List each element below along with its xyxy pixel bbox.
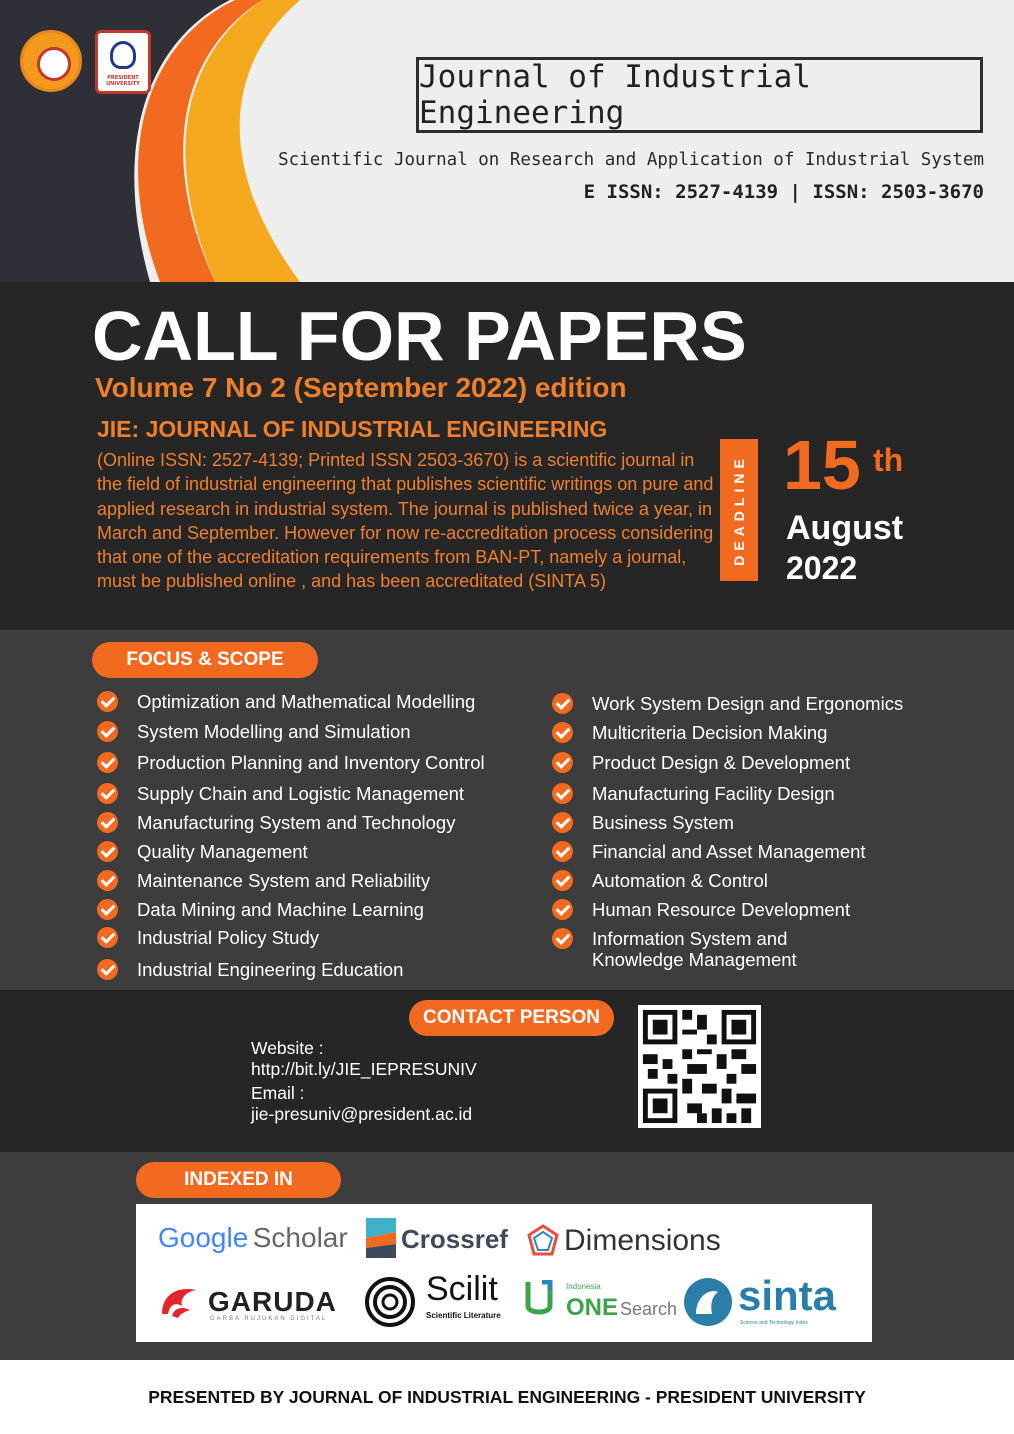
journal-title: Journal of Industrial Engineering: [419, 59, 811, 131]
check-icon: [552, 841, 573, 862]
scope-item-label: Optimization and Mathematical Modelling: [137, 691, 476, 712]
check-icon: [552, 722, 573, 743]
check-icon: [97, 927, 118, 948]
list-item: [552, 811, 734, 834]
scope-item-label: Industrial Policy Study: [137, 927, 320, 948]
focus-scope-heading: FOCUS & SCOPE: [92, 642, 318, 678]
list-item: [97, 840, 308, 863]
scope-item-label: Financial and Asset Management: [592, 841, 866, 862]
onesearch-icon: [524, 1280, 554, 1316]
list-item: [552, 782, 835, 805]
email-link[interactable]: jie-presuniv@president.ac.id: [251, 1104, 473, 1124]
check-icon: [552, 870, 573, 891]
scope-item-label: Quality Management: [137, 841, 308, 862]
scope-item-label: Automation & Control: [592, 870, 768, 891]
focus-scope-section: [0, 630, 1014, 990]
garuda-subtitle: GARBA RUJUKAN DIGITAL: [210, 1316, 328, 1322]
scope-item-label: Information System and: [592, 928, 788, 949]
check-icon: [97, 959, 118, 980]
deadline-label-bar: [720, 439, 758, 581]
list-item: [97, 690, 475, 713]
onesearch-search: Search: [620, 1299, 678, 1319]
check-icon: [97, 870, 118, 891]
list-item: [552, 721, 827, 744]
scope-item-label: Multicriteria Decision Making: [592, 722, 828, 743]
website-label: Website :: [251, 1038, 324, 1058]
cfp-title: CALL FOR PAPERS: [92, 297, 747, 375]
list-item: [97, 926, 319, 949]
list-item: [97, 782, 464, 805]
footer-text: PRESENTED BY JOURNAL OF INDUSTRIAL ENGINEERING - PRESIDENT UNIVERSITY: [148, 1386, 866, 1407]
qr-code[interactable]: [638, 1005, 761, 1128]
check-icon: [552, 693, 573, 714]
sinta-icon: [682, 1274, 734, 1330]
check-icon: [97, 691, 118, 712]
scope-item-label: Business System: [592, 812, 734, 833]
deadline-label: DEADLINE: [731, 454, 747, 566]
check-icon: [552, 812, 573, 833]
journal-issn: E ISSN: 2527-4139 | ISSN: 2503-3670: [583, 181, 984, 203]
crossref-wordmark: Crossref: [401, 1224, 508, 1254]
scope-item-label: Work System Design and Ergonomics: [592, 693, 904, 714]
onesearch-country: Indonesia: [566, 1282, 601, 1291]
check-icon: [97, 812, 118, 833]
list-item: [552, 869, 768, 892]
deadline-month: August: [786, 509, 904, 547]
contact-person-heading: CONTACT PERSON: [409, 1000, 614, 1036]
president-university-logo: [95, 30, 151, 94]
list-item: [97, 811, 455, 834]
scilit-subtitle: Scientific Literature: [426, 1311, 501, 1320]
logo-text: PRESIDENT UNIVERSITY: [106, 75, 140, 87]
index-logos-box: [136, 1204, 872, 1342]
check-icon: [97, 783, 118, 804]
scope-item-label: Manufacturing Facility Design: [592, 783, 835, 804]
scilit-wordmark: Scilit: [426, 1270, 498, 1308]
footer: [0, 1360, 1014, 1434]
scope-item-label: Data Mining and Machine Learning: [137, 899, 424, 920]
google-wordmark: Google: [158, 1222, 249, 1253]
list-item: [552, 692, 903, 715]
call-for-papers-section: [0, 282, 1014, 630]
list-item: [552, 927, 787, 950]
contact-section: [0, 990, 1014, 1152]
list-item: [552, 898, 850, 921]
scope-item-label: Supply Chain and Logistic Management: [137, 783, 465, 804]
deadline-year: 2022: [786, 550, 858, 586]
list-item: [552, 840, 866, 863]
university-emblem-logo: [20, 30, 82, 92]
google-scholar-logo: [158, 1222, 348, 1254]
cfp-journal-name: JIE: JOURNAL OF INDUSTRIAL ENGINEERING: [97, 416, 608, 442]
scope-item-label: Product Design & Development: [592, 752, 851, 773]
check-icon: [97, 721, 118, 742]
scope-item-label: Human Resource Development: [592, 899, 851, 920]
indexed-section: [0, 1152, 1014, 1360]
check-icon: [552, 899, 573, 920]
list-item-continuation: [552, 948, 797, 971]
check-icon: [97, 841, 118, 862]
check-icon: [552, 752, 573, 773]
list-item: [552, 751, 850, 774]
scilit-icon: [364, 1276, 416, 1328]
scope-item-label: Maintenance System and Reliability: [137, 870, 431, 891]
list-item: [97, 958, 403, 981]
leaf-icon: [110, 41, 136, 69]
garuda-wordmark: GARUDA: [208, 1286, 337, 1317]
list-item: [97, 898, 424, 921]
scholar-wordmark: Scholar: [252, 1222, 348, 1253]
list-item: [97, 720, 411, 743]
check-icon: [97, 752, 118, 773]
garuda-icon: [158, 1284, 200, 1320]
sinta-subtitle: Science and Technology Index: [740, 1320, 808, 1326]
crossref-icon: [366, 1218, 396, 1258]
header: [0, 0, 1014, 282]
journal-title-box: [416, 57, 983, 133]
cfp-description: (Online ISSN: 2527-4139; Printed ISSN 2503-3670) is a scientific journal in the field of industrial engineering that publishes scientific writings on pure and applied research in industrial system. The journal is published twice a year, in March and September. However for now re-accreditation process considering that one of the accreditation requirements from BAN-PT, namely a journal, must be published online , and has been accreditated (SINTA 5): [97, 450, 714, 592]
website-link[interactable]: http://bit.ly/JIE_IEPRESUNIV: [251, 1059, 477, 1079]
list-item: [97, 869, 430, 892]
scope-item-label: Knowledge Management: [592, 949, 797, 970]
sinta-wordmark: sinta: [738, 1272, 837, 1319]
check-icon: [97, 899, 118, 920]
onesearch-one: ONE: [566, 1294, 619, 1321]
scope-item-label: Production Planning and Inventory Control: [137, 752, 485, 773]
cfp-volume: Volume 7 No 2 (September 2022) edition: [95, 372, 627, 403]
dimensions-wordmark: Dimensions: [564, 1224, 721, 1257]
email-label: Email :: [251, 1083, 305, 1103]
check-icon: [552, 928, 573, 949]
journal-subtitle: Scientific Journal on Research and Application of Industrial System: [278, 150, 984, 170]
deadline-day: 15: [783, 426, 861, 504]
scope-item-label: Manufacturing System and Technology: [137, 812, 456, 833]
check-icon: [552, 783, 573, 804]
indexed-in-heading: INDEXED IN: [136, 1162, 341, 1198]
list-item: [97, 751, 485, 774]
dimensions-icon: [526, 1224, 560, 1258]
scope-item-label: Industrial Engineering Education: [137, 959, 404, 980]
deadline-day-suffix: th: [873, 442, 904, 478]
scope-item-label: System Modelling and Simulation: [137, 721, 411, 742]
